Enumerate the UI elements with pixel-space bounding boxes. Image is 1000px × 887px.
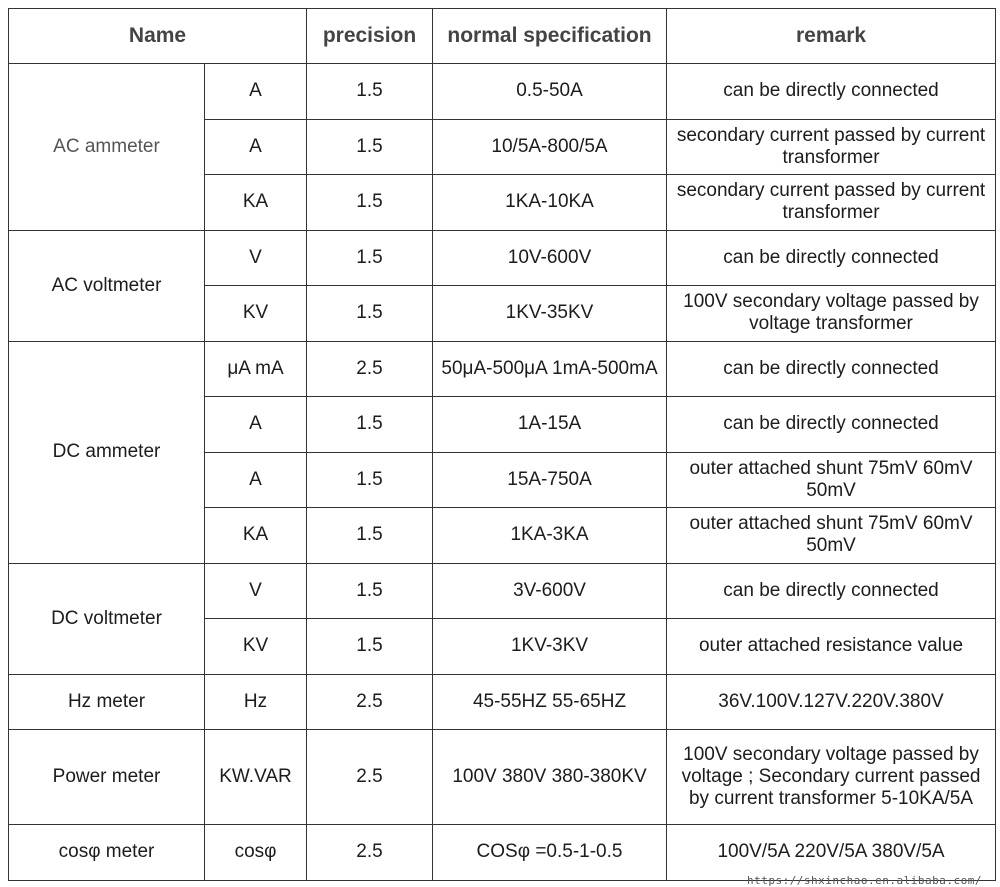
remark-cell: 100V secondary voltage passed by voltage ; Secondary current passed by current transformer 5-10KA/5A [667,730,996,825]
spec-cell: 10/5A-800/5A [433,119,667,175]
unit-cell: KV [205,619,307,675]
unit-cell: KW.VAR [205,730,307,825]
unit-cell: A [205,397,307,453]
spec-cell: 15A-750A [433,452,667,508]
spec-cell: 1KA-3KA [433,508,667,564]
precision-cell: 1.5 [307,452,433,508]
group-name-cell: Power meter [9,730,205,825]
group-name-cell: AC voltmeter [9,230,205,341]
remark-cell: outer attached resistance value [667,619,996,675]
group-name-cell: DC voltmeter [9,563,205,674]
precision-cell: 2.5 [307,730,433,825]
remark-cell: 100V secondary voltage passed by voltage transformer [667,286,996,342]
precision-cell: 1.5 [307,119,433,175]
unit-cell: KA [205,175,307,231]
table-row [9,674,996,730]
precision-cell: 1.5 [307,508,433,564]
spec-cell: 3V-600V [433,563,667,619]
precision-cell: 2.5 [307,674,433,730]
remark-cell: secondary current passed by current transformer [667,119,996,175]
unit-cell: μA mA [205,341,307,397]
remark-cell: can be directly connected [667,64,996,120]
remark-cell: outer attached shunt 75mV 60mV 50mV [667,508,996,564]
header-specification: normal specification [433,9,667,64]
unit-cell: V [205,230,307,286]
remark-cell: can be directly connected [667,397,996,453]
header-remark: remark [667,9,996,64]
table-row [9,730,996,825]
table-row [9,341,996,397]
precision-cell: 2.5 [307,825,433,881]
remark-cell: can be directly connected [667,341,996,397]
precision-cell: 2.5 [307,341,433,397]
table-row [9,563,996,619]
remark-cell: can be directly connected [667,563,996,619]
unit-cell: A [205,119,307,175]
remark-cell: can be directly connected [667,230,996,286]
group-name-cell: AC ammeter [9,64,205,231]
unit-cell: KV [205,286,307,342]
spec-cell: 100V 380V 380-380KV [433,730,667,825]
precision-cell: 1.5 [307,64,433,120]
precision-cell: 1.5 [307,397,433,453]
spec-cell: 1KV-3KV [433,619,667,675]
spec-cell: 10V-600V [433,230,667,286]
unit-cell: Hz [205,674,307,730]
unit-cell: cosφ [205,825,307,881]
precision-cell: 1.5 [307,619,433,675]
header-row [9,9,996,64]
group-name-cell: DC ammeter [9,341,205,563]
remark-cell: 100V/5A 220V/5A 380V/5A [667,825,996,881]
table-row [9,230,996,286]
header-precision: precision [307,9,433,64]
spec-table [8,8,996,881]
spec-cell: COSφ =0.5-1-0.5 [433,825,667,881]
unit-cell: A [205,64,307,120]
remark-cell: outer attached shunt 75mV 60mV 50mV [667,452,996,508]
unit-cell: KA [205,508,307,564]
spec-cell: 1A-15A [433,397,667,453]
spec-cell: 45-55HZ 55-65HZ [433,674,667,730]
table-row [9,825,996,881]
spec-cell: 0.5-50A [433,64,667,120]
spec-cell: 1KV-35KV [433,286,667,342]
header-name: Name [9,9,307,64]
precision-cell: 1.5 [307,175,433,231]
group-name-cell: cosφ meter [9,825,205,881]
spec-cell: 50μA-500μA 1mA-500mA [433,341,667,397]
unit-cell: V [205,563,307,619]
table-row [9,64,996,120]
precision-cell: 1.5 [307,563,433,619]
remark-cell: secondary current passed by current transformer [667,175,996,231]
precision-cell: 1.5 [307,230,433,286]
watermark-url: https://shxinchao.en.alibaba.com/ [746,874,982,887]
precision-cell: 1.5 [307,286,433,342]
spec-cell: 1KA-10KA [433,175,667,231]
group-name-cell: Hz meter [9,674,205,730]
remark-cell: 36V.100V.127V.220V.380V [667,674,996,730]
unit-cell: A [205,452,307,508]
